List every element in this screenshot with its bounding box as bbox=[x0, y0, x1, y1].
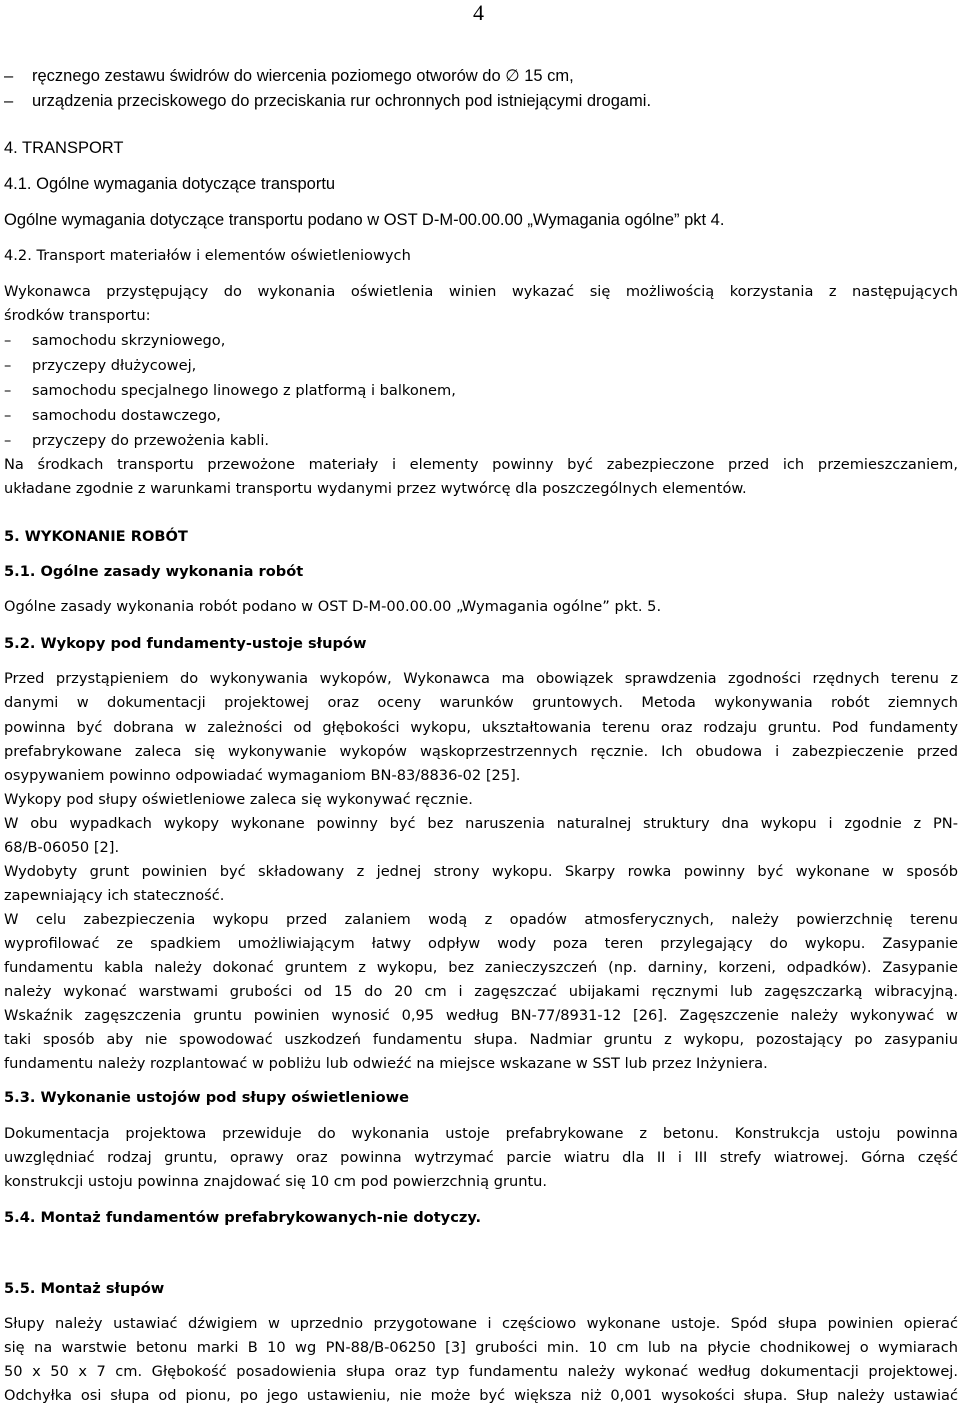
dash-bullet: – bbox=[4, 382, 12, 399]
section-heading: 5.5. Montaż słupów bbox=[4, 1280, 165, 1297]
section-heading: 5.4. Montaż fundamentów prefabrykowanych-nie dotyczy. bbox=[4, 1209, 482, 1226]
paragraph-line: danymi w dokumentacji projektowej oraz oceny warunków gruntowych. Metoda wykonywania robót ziemnych bbox=[4, 694, 958, 711]
paragraph-line: układane zgodnie z warunkami transportu wydanymi przez wytwórcę dla poszczególnych elementów. bbox=[4, 480, 747, 497]
paragraph-line: Na środkach transportu przewożone materiały i elementy powinny być zabezpieczone przed ich przemieszczaniem, bbox=[4, 456, 958, 473]
paragraph-line: fundamentu należy rozplantować w pobliżu lub odwieźć na miejsce wskazane w SST lub przez Inżyniera. bbox=[4, 1055, 768, 1072]
paragraph-line: Wskaźnik zagęszczenia gruntu powinien wynosić 0,95 według BN-77/8931-12 [26]. Zagęszczenie należy wykonywać w bbox=[4, 1007, 958, 1024]
paragraph-line: powinna być dobrana w zależności od głębokości wykopu, ukształtowania terenu oraz rodzaju gruntu. Pod fundamenty bbox=[4, 719, 958, 736]
paragraph-line: prefabrykowane zaleca się wykonywanie wykopów wąskoprzestrzennych ręcznie. Ich obudowa i zabezpieczenie przed bbox=[4, 743, 958, 760]
paragraph-line: Wykonawca przystępujący do wykonania oświetlenia winien wykazać się możliwością korzystania z następujących bbox=[4, 283, 958, 300]
paragraph-line: 68/B-06050 [2]. bbox=[4, 839, 120, 856]
paragraph-line: fundamentu kabla należy dokonać gruntem z wykopu, bez zanieczyszczeń (np. darniny, korzeni, odpadków). Zasypanie bbox=[4, 959, 958, 976]
dash-bullet: – bbox=[4, 332, 12, 349]
section-heading: 5.3. Wykonanie ustojów pod słupy oświetleniowe bbox=[4, 1089, 410, 1106]
section-heading: 5. WYKONANIE ROBÓT bbox=[4, 528, 188, 545]
paragraph-line: taki sposób aby nie spowodować uszkodzeń fundamentu słupa. Nadmiar gruntu z wykopu, pozostający po zasypaniu bbox=[4, 1031, 958, 1048]
paragraph-line: się na warstwie betonu marki B 10 wg PN-88/B-06250 [3] grubości min. 10 cm lub na płycie chodnikowej o wymiarach bbox=[4, 1339, 958, 1356]
paragraph-line: W celu zabezpieczenia wykopu przed zalaniem wodą z opadów atmosferycznych, należy powierzchnię terenu bbox=[4, 911, 958, 928]
section-heading: 5.1. Ogólne zasady wykonania robót bbox=[4, 563, 304, 580]
dash-bullet: – bbox=[4, 67, 14, 85]
paragraph-line: Słupy należy ustawiać dźwigiem w uprzednio przygotowane i częściowo wykonane ustoje. Spód słupa powinien opierać bbox=[4, 1315, 958, 1332]
dash-bullet: – bbox=[4, 92, 14, 110]
page-number: 4 bbox=[473, 0, 484, 25]
paragraph-line: wyprofilować ze spadkiem umożliwiającym łatwy odpływ wody poza teren przylegający do wykopu. Zasypanie bbox=[4, 935, 958, 952]
list-item: – samochodu dostawczego, bbox=[4, 405, 960, 427]
section-heading: 4.2. Transport materiałów i elementów oświetleniowych bbox=[4, 247, 411, 264]
paragraph-line: konstrukcji ustoju powinna znajdować się 10 cm pod powierzchnią gruntu. bbox=[4, 1173, 548, 1190]
list-item: – samochodu skrzyniowego, bbox=[4, 330, 960, 352]
list-item: – przyczepy dłużycowej, bbox=[4, 355, 960, 377]
section-heading: 4.1. Ogólne wymagania dotyczące transportu bbox=[4, 175, 336, 193]
paragraph-line: uwzględniać rodzaj gruntu, oprawy oraz powinna wytrzymać parcie wiatru dla II i III strefy wiatrowej. Górna część bbox=[4, 1149, 958, 1166]
paragraph-line: osypywaniem powinno odpowiadać wymaganiom BN-83/8836-02 [25]. bbox=[4, 767, 521, 784]
paragraph-line: środków transportu: bbox=[4, 307, 151, 324]
paragraph-line: zapewniający ich stateczność. bbox=[4, 887, 225, 904]
paragraph-line: W obu wypadkach wykopy wykonane powinny być bez naruszenia naturalnej struktury dna wykopu i zgodnie z PN- bbox=[4, 815, 958, 832]
list-item: – ręcznego zestawu świdrów do wiercenia poziomego otworów do ∅ 15 cm, bbox=[4, 67, 574, 85]
dash-bullet: – bbox=[4, 357, 12, 374]
paragraph-line: Odchyłka osi słupa od pionu, po jego ustawieniu, nie może być większa niż 0,001 wysokości słupa. Słup należy ustawiać bbox=[4, 1387, 958, 1404]
paragraph-line: Ogólne wymagania dotyczące transportu podano w OST D-M-00.00.00 „Wymagania ogólne” pkt 4. bbox=[4, 211, 725, 229]
paragraph-line: 50 x 50 x 7 cm. Głębokość posadowienia słupa oraz typ fundamentu należy wykonać według dokumentacji projektowej. bbox=[4, 1363, 958, 1380]
list-item: – przyczepy do przewożenia kabli. bbox=[4, 430, 960, 452]
section-heading: 4. TRANSPORT bbox=[4, 139, 124, 157]
dash-bullet: – bbox=[4, 432, 12, 449]
paragraph-line: należy wykonać warstwami grubości od 15 do 20 cm i zagęszczać ubijakami ręcznymi lub zagęszczarką wibracyjną. bbox=[4, 983, 958, 1000]
paragraph-line: Wydobyty grunt powinien być składowany z jednej strony wykopu. Skarpy rowka powinny być wykonane w sposób bbox=[4, 863, 958, 880]
paragraph-line: Ogólne zasady wykonania robót podano w OST D-M-00.00.00 „Wymagania ogólne” pkt. 5. bbox=[4, 598, 662, 615]
section-heading: 5.2. Wykopy pod fundamenty-ustoje słupów bbox=[4, 635, 367, 652]
dash-bullet: – bbox=[4, 407, 12, 424]
list-item: – urządzenia przeciskowego do przeciskania rur ochronnych pod istniejącymi drogami. bbox=[4, 92, 652, 110]
paragraph-line: Wykopy pod słupy oświetleniowe zaleca się wykonywać ręcznie. bbox=[4, 791, 473, 808]
paragraph-line: Przed przystąpieniem do wykonywania wykopów, Wykonawca ma obowiązek sprawdzenia zgodności rzędnych terenu z bbox=[4, 670, 958, 687]
list-item: – samochodu specjalnego linowego z platformą i balkonem, bbox=[4, 380, 960, 402]
paragraph-line: Dokumentacja projektowa przewiduje do wykonania ustoje prefabrykowane z betonu. Konstrukcja ustoju powinna bbox=[4, 1125, 958, 1142]
